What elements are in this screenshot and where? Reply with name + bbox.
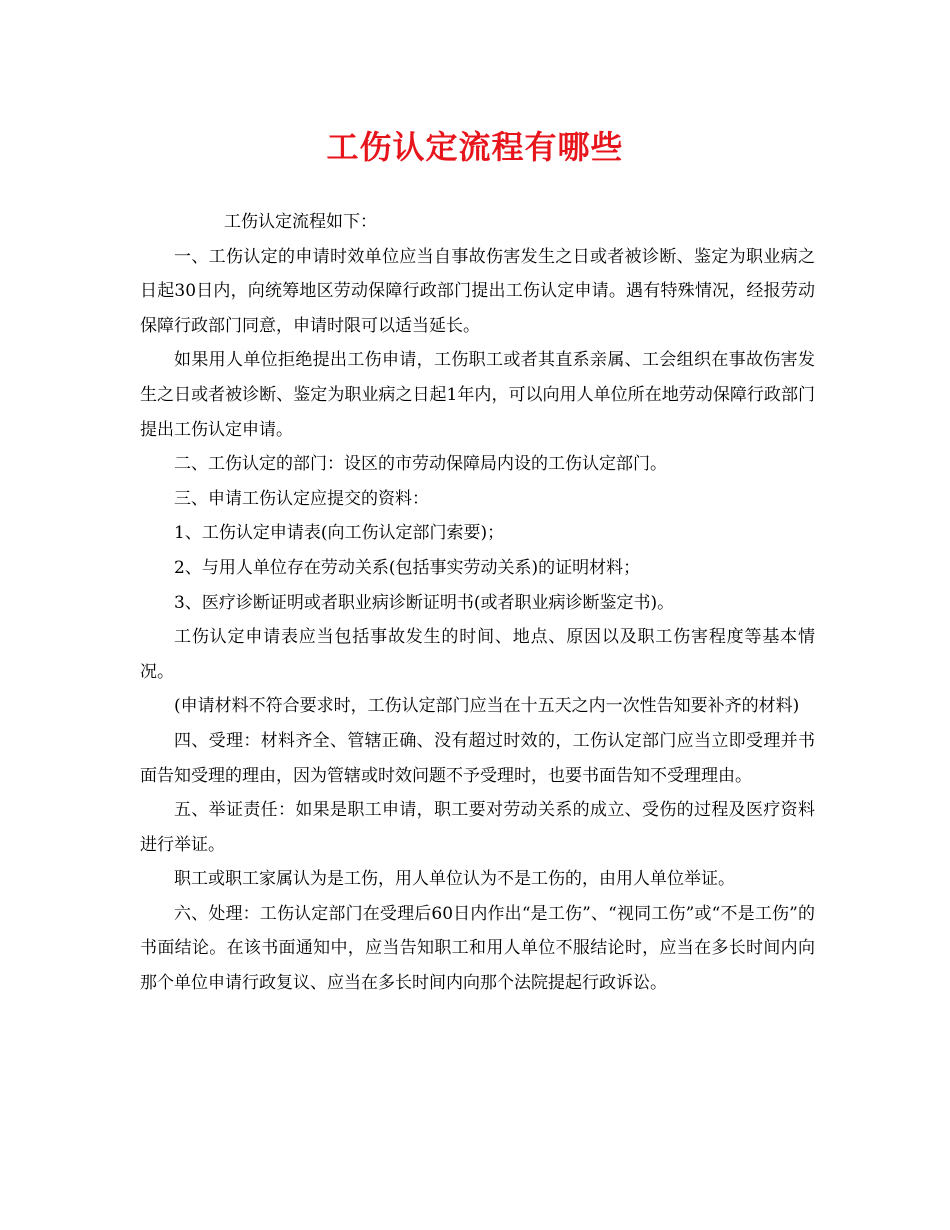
- paragraph-material-3: 3、医疗诊断证明或者职业病诊断证明书(或者职业病诊断鉴定书)。: [174, 592, 675, 613]
- paragraph-handling: 六、处理：工伤认定部门在受理后60日内作出“是工伤”、“视同工伤”或“不是工伤”的书面结论。在该书面通知中，应当告知职工和用人单位不服结论时，应当在多长时间内向那个单位申请行政复议、应当在多长时间内向那个法院提起行政诉讼。: [140, 903, 815, 994]
- paragraph-application-form: 工伤认定申请表应当包括事故发生的时间、地点、原因以及职工伤害程度等基本情况。: [140, 627, 815, 682]
- paragraph-application-deadline: 一、工伤认定的申请时效单位应当自事故伤害发生之日或者被诊断、鉴定为职业病之日起30日内，向统筹地区劳动保障行政部门提出工伤认定申请。遇有特殊情况，经报劳动保障行政部门同意，申请时限可以适当延长。: [140, 246, 815, 336]
- paragraph-material-1: 1、工伤认定申请表(向工伤认定部门索要)；: [174, 523, 505, 544]
- paragraph-intro: 工伤认定流程如下：: [224, 212, 377, 232]
- document-title: 工伤认定流程有哪些: [326, 128, 624, 166]
- document-body: [140, 205, 815, 1001]
- paragraph-department: 二、工伤认定的部门：设区的市劳动保障局内设的工伤认定部门。: [174, 454, 667, 475]
- paragraph-material-2: 2、与用人单位存在劳动关系(包括事实劳动关系)的证明材料；: [174, 557, 641, 578]
- paragraph-employer-refusal: 如果用人单位拒绝提出工伤申请，工伤职工或者其直系亲属、工会组织在事故伤害发生之日或者被诊断、鉴定为职业病之日起1年内，可以向用人单位所在地劳动保障行政部门提出工伤认定申请。: [140, 350, 815, 440]
- paragraph-burden-of-proof: 五、举证责任：如果是职工申请，职工要对劳动关系的成立、受伤的过程及医疗资料进行举证。: [140, 800, 815, 855]
- paragraph-supplement-note: (申请材料不符合要求时，工伤认定部门应当在十五天之内一次性告知要补齐的材料): [174, 696, 800, 717]
- paragraph-employer-proof: 职工或职工家属认为是工伤，用人单位认为不是工伤的，由用人单位举证。: [174, 869, 735, 890]
- paragraph-materials-heading: 三、申请工伤认定应提交的资料：: [174, 488, 429, 509]
- paragraph-acceptance: 四、受理：材料齐全、管辖正确、没有超过时效的，工伤认定部门应当立即受理并书面告知受理的理由，因为管辖或时效问题不予受理时，也要书面告知不受理理由。: [140, 730, 815, 786]
